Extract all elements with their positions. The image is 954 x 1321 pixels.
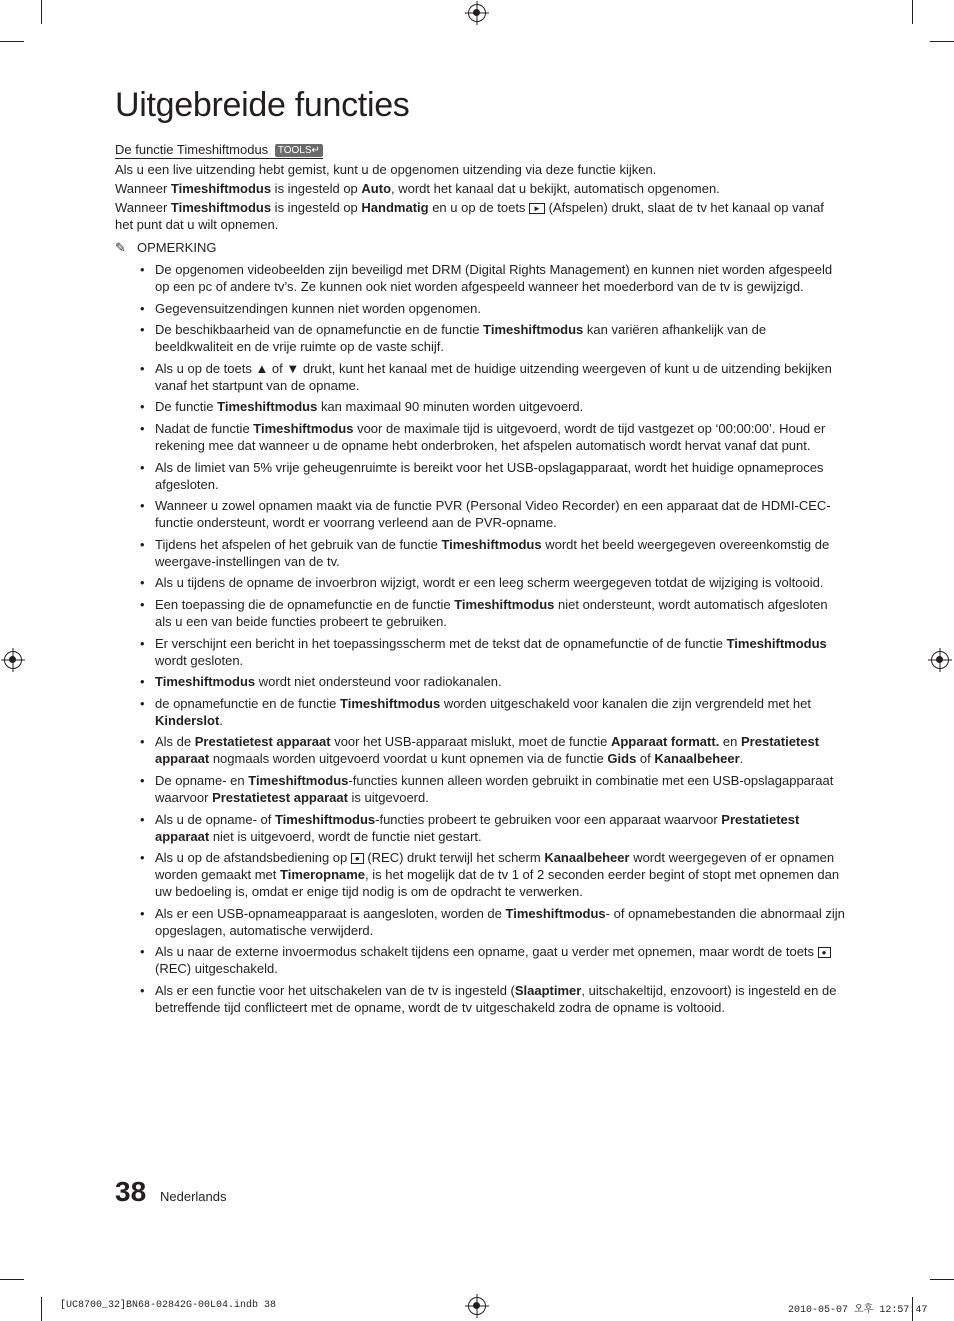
tools-badge-label: TOOLS (277, 145, 312, 156)
text-run: Wanneer (115, 200, 171, 215)
print-slug-date: 2010-05-07 오후 12:57:47 (788, 1305, 928, 1316)
text-run: - of opnamebestanden die abnormaal zijn opgeslagen, automatische verwijderd. (155, 905, 845, 938)
intro-paragraph (115, 199, 845, 233)
text-run: nogmaals worden uitgevoerd voordat u kunt opnemen via de functie (209, 751, 608, 767)
bold-term: Gids (607, 751, 637, 767)
list-item (155, 300, 845, 317)
bold-term: Kanaalbeheer (654, 751, 740, 767)
text-run: wordt weergegeven of er opnamen worden gemaakt met (155, 850, 835, 883)
print-slug-file: [UC8700_32]BN68-02842G-00L04.indb 38 (60, 1300, 277, 1311)
bold-term: Timeshiftmodus (726, 635, 827, 651)
note-label: OPMERKING (137, 240, 217, 255)
text-run: , is het mogelijk dat de tv 1 of 2 seconden eerder begint of stopt met opnemen dan uw bedoeling is, omdat er enige tijd nodig is om de opdracht te verwerken. (155, 867, 840, 900)
bold-term: Prestatietest apparaat (155, 734, 820, 767)
bold-term: Timeropname (280, 867, 366, 883)
list-item (155, 943, 845, 977)
list-item (155, 497, 845, 531)
page-number: 38 (115, 1176, 147, 1207)
text-run: is uitgevoerd. (347, 789, 429, 805)
bold-term: Timeshiftmodus (441, 536, 542, 552)
bold-term: Prestatietest apparaat (194, 734, 331, 750)
bold-term: Timeshiftmodus (253, 420, 354, 436)
bold-term: Timeshiftmodus (483, 322, 584, 338)
crop-mark (41, 1297, 42, 1321)
text-run: , uitschakeltijd, enzovoort) is ingesteld en de betreffende tijd conflicteert met de opname, wordt de tv uitgeschakeld zodra de opname is voltooid. (155, 982, 837, 1015)
text-run: , wordt het kanaal dat u bekijkt, automatisch opgenomen. (391, 181, 720, 196)
list-item (155, 635, 845, 669)
bold-term: Timeshiftmodus (170, 200, 272, 215)
text-run: wordt niet ondersteund voor radiokanalen. (255, 674, 502, 690)
registration-mark-icon (931, 651, 949, 669)
text-run: niet ondersteunt, wordt automatisch afgesloten als u een van beide functies probeert te gebruiken. (155, 596, 828, 629)
text-run: is ingesteld op (271, 181, 362, 196)
bold-term: Timeshiftmodus (170, 181, 272, 196)
bold-term: Kanaalbeheer (544, 850, 630, 866)
text-run: Er verschijnt een bericht in het toepassingsscherm met de tekst dat de opnamefunctie of de functie (155, 635, 727, 651)
list-item (155, 982, 845, 1016)
crop-mark (930, 41, 954, 42)
bold-term: Auto (361, 181, 392, 196)
list-item (155, 673, 845, 690)
bold-term: Kinderslot (155, 712, 220, 728)
list-item (155, 733, 845, 767)
text-run: en u op de toets (428, 200, 530, 215)
text-run: of (636, 751, 655, 767)
bold-term: Slaaptimer (514, 982, 582, 998)
list-item (155, 459, 845, 493)
bold-term: Timeshiftmodus (274, 811, 376, 827)
registration-mark-icon (4, 651, 22, 669)
text-run: Nadat de functie (155, 420, 254, 436)
bold-term: Apparaat formatt. (610, 734, 720, 750)
text-run: Als u een live uitzending hebt gemist, kunt u de opgenomen uitzending via deze functie kijken. (115, 162, 657, 177)
text-run: kan maximaal 90 minuten worden uitgevoerd. (317, 399, 584, 415)
text-run: de opnamefunctie en de functie (155, 695, 341, 711)
text-run: Een toepassing die de opnamefunctie en de functie (155, 596, 455, 612)
list-item (155, 420, 845, 454)
text-run: kan variëren afhankelijk van de beeldkwaliteit en de vrije ruimte op de vaste schijf. (155, 322, 767, 355)
list-item (155, 536, 845, 570)
bold-term: Handmatig (361, 200, 429, 215)
text-run: -functies probeert te gebruiken voor een apparaat waarvoor (375, 811, 722, 827)
intro-paragraph (115, 161, 845, 178)
text-run: . (219, 712, 223, 728)
crop-mark (0, 41, 24, 42)
text-run: Als u naar de externe invoermodus schakelt tijdens een opname, gaat u verder met opnemen, maar wordt de toets (155, 944, 818, 960)
page-title: Uitgebreide functies (115, 86, 410, 124)
text-run: en (719, 734, 741, 750)
list-item (155, 360, 845, 394)
text-run: voor de maximale tijd is uitgevoerd, wordt de tijd vastgezet op ‘00:00:00’. Houd er rekening mee dat wanneer u de opname hebt onderbroken, het afspelen automatisch wordt hervat vanaf dat punt. (155, 420, 826, 453)
text-run: niet is uitgevoerd, wordt de functie niet gestart. (209, 828, 482, 844)
bold-term: Timeshiftmodus (505, 905, 606, 921)
text-run: -functies kunnen alleen worden gebruikt in combinatie met een USB-opslagapparaat waarvoor (155, 772, 834, 805)
bold-term: Timeshiftmodus (454, 596, 555, 612)
crop-mark (0, 1279, 24, 1280)
list-item (155, 811, 845, 845)
registration-mark-icon (468, 1297, 486, 1315)
text-run: voor het USB-apparaat mislukt, moet de functie (330, 734, 611, 750)
text-run: Gegevensuitzendingen kunnen niet worden opgenomen. (155, 300, 481, 316)
list-item (155, 261, 845, 295)
section-heading (115, 142, 323, 159)
rec-key-icon: ● (818, 947, 831, 958)
rec-key-icon: ● (351, 853, 364, 864)
intro-paragraphs (115, 161, 845, 233)
bold-term: Timeshiftmodus (340, 695, 441, 711)
crop-mark (930, 1279, 954, 1280)
note-heading (115, 239, 845, 256)
bold-term: Timeshiftmodus (155, 674, 256, 690)
section-heading-text: De functie Timeshiftmodus (115, 142, 269, 157)
bold-term: Timeshiftmodus (217, 399, 318, 415)
play-key-icon: ► (529, 203, 545, 214)
list-item (155, 772, 845, 806)
list-item (155, 321, 845, 355)
text-run: De functie (155, 399, 218, 415)
text-run: wordt het beeld weergegeven overeenkomstig de weergave-instellingen van de tv. (155, 536, 830, 569)
text-run: Als u op de afstandsbediening op (155, 850, 351, 866)
text-run: De beschikbaarheid van de opnamefunctie en de functie (155, 322, 484, 338)
note-list (155, 261, 845, 1016)
text-run: Als de limiet van 5% vrije geheugenruimte is bereikt voor het USB-opslagapparaat, wordt het huidige opnameproces afgesloten. (155, 459, 824, 492)
text-run: Als u de opname- of (155, 811, 275, 827)
text-run: (REC) uitgeschakeld. (155, 961, 278, 977)
text-run: (REC) drukt terwijl het scherm (363, 850, 545, 866)
text-run: wordt gesloten. (155, 652, 244, 668)
text-run: (Afspelen) drukt, slaat de tv het kanaal op vanaf het punt dat u wilt opnemen. (115, 200, 824, 232)
tools-icon: TOOLS↵ (275, 144, 323, 157)
crop-mark (41, 0, 42, 24)
list-item (155, 905, 845, 939)
registration-mark-icon (468, 4, 486, 22)
text-run: Als er een USB-opnameapparaat is aangesloten, worden de (155, 905, 506, 921)
bold-term: Prestatietest apparaat (155, 811, 800, 844)
text-run: Als er een functie voor het uitschakelen van de tv is ingesteld ( (155, 982, 515, 998)
pencil-icon: ✎ (115, 240, 126, 255)
text-run: De opgenomen videobeelden zijn beveiligd met DRM (Digital Rights Management) en kunnen niet worden afgespeeld op een pc of andere tv’s. Ze kunnen ook niet worden afgespeeld wanneer het moederbord van de tv is gewijzigd. (155, 262, 833, 294)
list-item (155, 596, 845, 630)
intro-paragraph (115, 180, 845, 197)
text-run: worden uitgeschakeld voor kanalen die zijn vergrendeld met het (440, 695, 811, 711)
text-run: Als u op de toets ▲ of ▼ drukt, kunt het kanaal met de huidige uitzending weergeven of kunt u de uitzending bekijken vanaf het startpunt van de opname. (155, 360, 832, 393)
crop-mark (912, 0, 913, 24)
list-item (155, 849, 845, 900)
list-item (155, 398, 845, 415)
bold-term: Timeshiftmodus (248, 772, 349, 788)
text-run: Wanneer u zowel opnamen maakt via de functie PVR (Personal Video Recorder) en een apparaat dat de HDMI-CEC-functie ondersteunt, wordt er voorrang verleend aan de PVR-opname. (155, 498, 831, 531)
text-run: is ingesteld op (271, 200, 362, 215)
text-run: Als u tijdens de opname de invoerbron wijzigt, wordt er een leeg scherm weergegeven totdat de wijziging is voltooid. (155, 575, 824, 591)
list-item (155, 695, 845, 729)
text-run: . (739, 751, 744, 767)
text-run: Tijdens het afspelen of het gebruik van de functie (155, 536, 442, 552)
page-language: Nederlands (160, 1189, 227, 1204)
main-content (115, 161, 845, 1020)
text-run: Wanneer (115, 181, 171, 196)
list-item (155, 574, 845, 591)
text-run: Als de (155, 734, 195, 750)
text-run: De opname- en (155, 772, 249, 788)
bold-term: Prestatietest apparaat (212, 789, 348, 805)
